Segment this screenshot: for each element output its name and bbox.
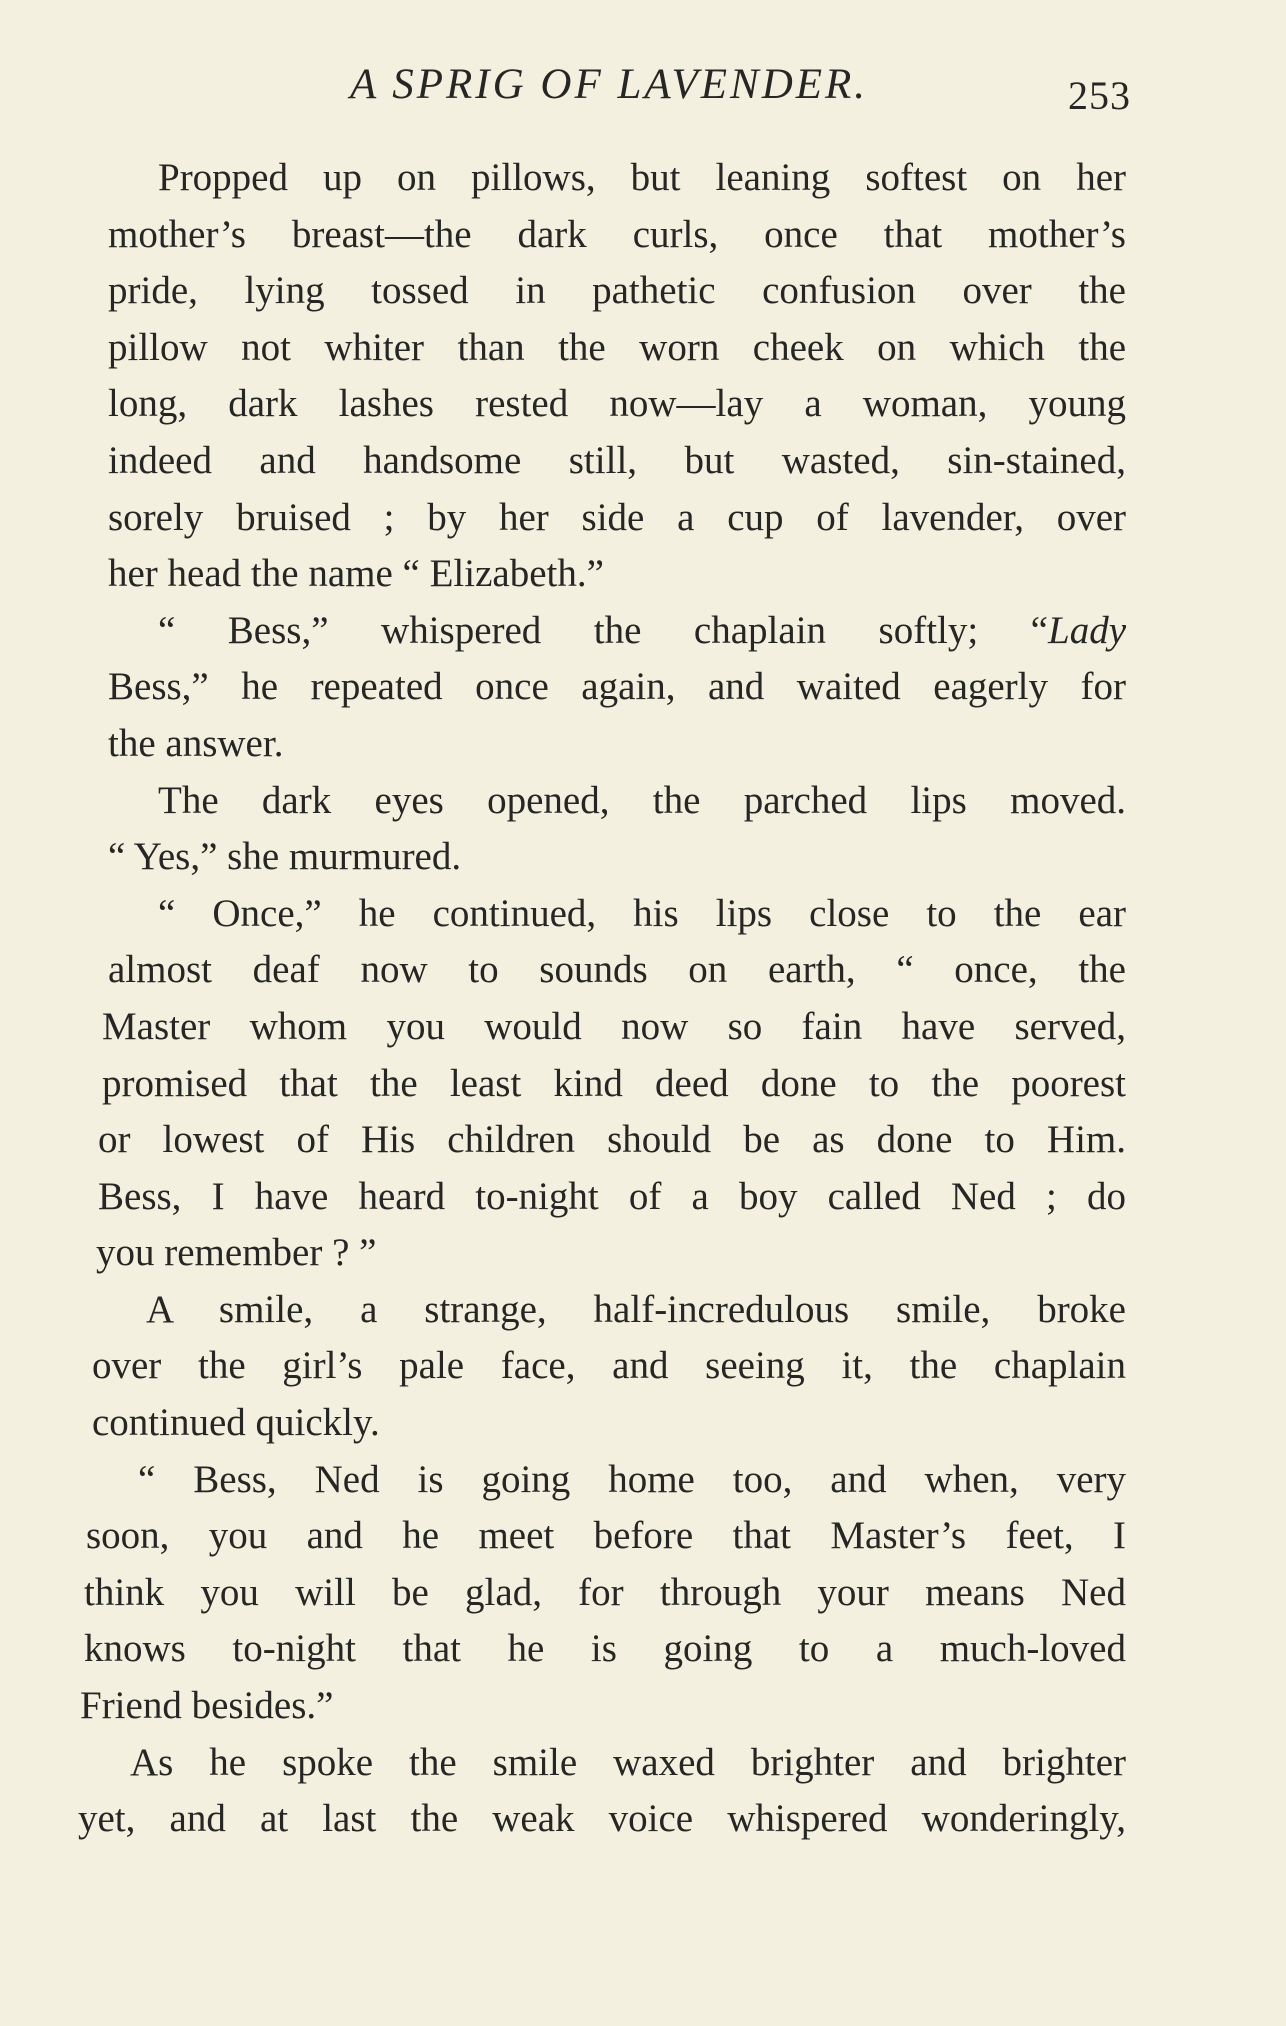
text-line: almost deaf now to sounds on earth, “ once, the bbox=[108, 948, 1126, 992]
text-line: you remember ? ” bbox=[96, 1231, 377, 1275]
text-line: Bess,” he repeated once again, and waited eagerly for bbox=[108, 665, 1126, 709]
text-line: pillow not whiter than the worn cheek on which the bbox=[108, 325, 1126, 369]
text-line: continued quickly. bbox=[92, 1401, 380, 1445]
text-line: yet, and at last the weak voice whispered wonderingly, bbox=[78, 1797, 1126, 1841]
page-number: 253 bbox=[1068, 73, 1131, 118]
text-line: Propped up on pillows, but leaning softest on her bbox=[158, 156, 1126, 199]
text-line: “ Yes,” she murmured. bbox=[108, 835, 462, 879]
text-line: Master whom you would now so fain have served, bbox=[102, 1004, 1126, 1048]
text-line: knows to-night that he is going to a much-loved bbox=[84, 1627, 1126, 1671]
body-text bbox=[78, 150, 1126, 1848]
text-line: Friend besides.” bbox=[80, 1684, 334, 1728]
running-head bbox=[0, 60, 1286, 120]
text-line: As he spoke the smile waxed brighter and brighter bbox=[130, 1740, 1126, 1784]
text-line: the answer. bbox=[108, 721, 284, 765]
text-line: soon, you and he meet before that Master’s feet, I bbox=[86, 1514, 1126, 1558]
text-line: sorely bruised ; by her side a cup of lavender, over bbox=[108, 495, 1126, 539]
text-line: indeed and handsome still, but wasted, sin-stained, bbox=[108, 438, 1126, 482]
text-line: think you will be glad, for through your means Ned bbox=[84, 1570, 1126, 1614]
running-title: A SPRIG OF LAVENDER. bbox=[350, 61, 869, 108]
text-line: “ Bess, Ned is going home too, and when, very bbox=[138, 1457, 1126, 1501]
text-line-part: “ Bess,” whispered the chaplain softly; “ bbox=[158, 608, 1048, 652]
text-line: “ Once,” he continued, his lips close to the ear bbox=[158, 891, 1126, 935]
text-line: A smile, a strange, half-incredulous smile, broke bbox=[146, 1287, 1126, 1331]
text-line: her head the name “ Elizabeth.” bbox=[108, 552, 604, 596]
text-line: pride, lying tossed in pathetic confusion over the bbox=[108, 269, 1126, 313]
italic-word: Lady bbox=[1048, 608, 1126, 652]
text-line: mother’s breast—the dark curls, once that mother’s bbox=[108, 212, 1126, 256]
text-line: The dark eyes opened, the parched lips moved. bbox=[158, 778, 1126, 822]
text-line: over the girl’s pale face, and seeing it, the chaplain bbox=[92, 1344, 1126, 1388]
text-line: promised that the least kind deed done to the poorest bbox=[102, 1061, 1126, 1105]
text-line: Bess, I have heard to-night of a boy called Ned ; do bbox=[98, 1174, 1126, 1218]
text-line: long, dark lashes rested now—lay a woman, young bbox=[108, 382, 1126, 426]
text-line: or lowest of His children should be as done to Him. bbox=[98, 1118, 1126, 1162]
text-line bbox=[108, 603, 1126, 660]
